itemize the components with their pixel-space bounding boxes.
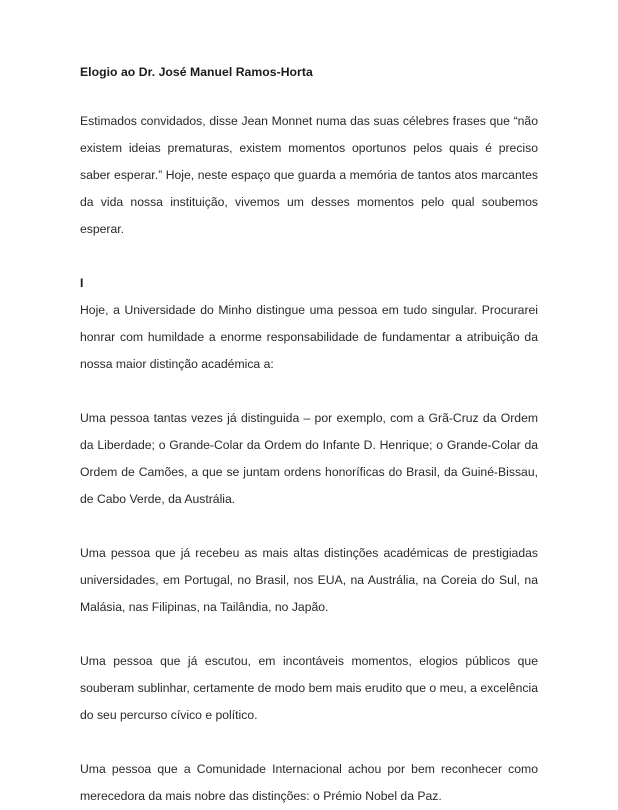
spacer-before-section-marker (80, 243, 538, 270)
paragraph-intro: Estimados convidados, disse Jean Monnet numa das suas célebres frases que “não existem ideias prematuras, existem momentos oportunos pelos quais é preciso saber esperar.” Hoje, neste espaço que guarda a memória de tantos atos marcantes da vida nossa instituição, vivemos um desses momentos pelo qual soubemos esperar. (80, 114, 538, 236)
paragraph-honours: Uma pessoa tantas vezes já distinguida – por exemplo, com a Grã-Cruz da Ordem da Liberdade; o Grande-Colar da Ordem do Infante D. Henrique; o Grande-Colar da Ordem de Camões, a que se juntam ordens honoríficas do Brasil, da Guiné-Bissau, de Cabo Verde, da Austrália. (80, 411, 538, 506)
spacer-before-nobel (80, 729, 538, 756)
spacer-after-title (80, 82, 538, 108)
document-body (80, 62, 538, 810)
paragraph-public-praise: Uma pessoa que já escutou, em incontáveis momentos, elogios públicos que souberam sublinhar, certamente de modo bem mais erudito que o meu, a excelência do seu percurso cívico e político. (80, 654, 538, 722)
spacer-before-public-praise (80, 621, 538, 648)
paragraph-nobel: Uma pessoa que a Comunidade Internacional achou por bem reconhecer como merecedora da mais nobre das distinções: o Prémio Nobel da Paz. (80, 762, 538, 803)
spacer-before-honours (80, 378, 538, 405)
spacer-before-academic-distinctions (80, 513, 538, 540)
section-marker-one: I (80, 276, 84, 290)
paragraph-section-one-opening: Hoje, a Universidade do Minho distingue uma pessoa em tudo singular. Procurarei honrar com humildade a enorme responsabilidade de fundamentar a atribuição da nossa maior distinção académica a: (80, 303, 538, 371)
page-title: Elogio ao Dr. José Manuel Ramos-Horta (80, 65, 313, 79)
paragraph-academic-distinctions: Uma pessoa que já recebeu as mais altas distinções académicas de prestigiadas universidades, em Portugal, no Brasil, nos EUA, na Austrália, na Coreia do Sul, na Malásia, nas Filipinas, na Tailândia, no Japão. (80, 546, 538, 614)
